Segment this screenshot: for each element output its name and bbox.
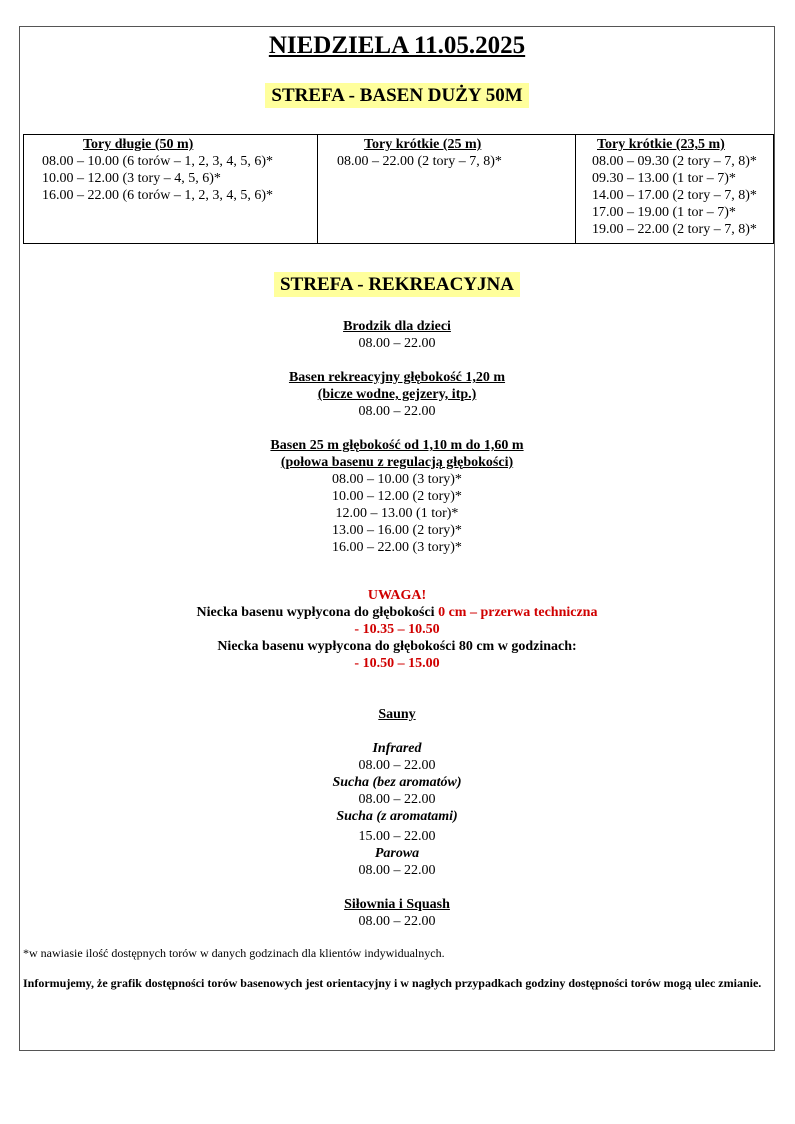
short235-lanes-cell: [576, 135, 774, 244]
short235-lanes-row: 09.30 – 13.00 (1 tor – 7)*: [592, 171, 736, 186]
sauna-hours: 08.00 – 22.00: [358, 792, 436, 807]
sauna-name: Parowa: [374, 846, 420, 861]
rec-pool-section: [20, 369, 774, 420]
sauna-name: Sucha (bez aromatów): [332, 775, 462, 790]
info-footnote: Informujemy, że grafik dostępności torów basenowych jest orientacyjny i w nagłych przypadkach godziny dostępności torów mogą ulec zmianie.: [23, 976, 762, 990]
lanes-footnote: *w nawiasie ilość dostępnych torów w danych godzinach dla klientów indywidualnych.: [23, 946, 445, 960]
long-lanes-cell: [24, 135, 318, 244]
kids-pool-section: [20, 318, 774, 352]
short25-lanes-heading: Tory krótkie (25 m): [364, 137, 482, 152]
saunas-list: [20, 740, 774, 879]
pool25-heading: Basen 25 m głębokość od 1,10 m do 1,60 m: [270, 438, 524, 453]
saunas-heading: Sauny: [378, 707, 416, 722]
short235-lanes-heading: Tory krótkie (23,5 m): [597, 137, 725, 152]
zone-big-pool-heading-wrap: [20, 85, 774, 107]
rec-pool-subheading: (bicze wodne, gejzery, itp.): [317, 387, 477, 402]
pool25-row: 16.00 – 22.00 (3 tory)*: [332, 540, 462, 555]
notice-line-1: [20, 604, 774, 621]
sauna-hours: 15.00 – 22.00: [358, 829, 436, 844]
sauna-hours: 08.00 – 22.00: [358, 863, 436, 878]
pool25-row: 08.00 – 10.00 (3 tory)*: [332, 472, 462, 487]
zone-recreation-heading-wrap: [20, 274, 774, 296]
notice-line-2: Niecka basenu wypłycona do głębokości 80 cm w godzinach:: [217, 639, 577, 654]
short25-lanes-cell: [318, 135, 576, 244]
pool25-row: 13.00 – 16.00 (2 tory)*: [332, 523, 462, 538]
short235-lanes-row: 19.00 – 22.00 (2 tory – 7, 8)*: [592, 222, 757, 237]
sauna-name: Sucha (z aromatami): [336, 809, 458, 824]
saunas-section: [20, 706, 774, 723]
gym-heading: Siłownia i Squash: [344, 897, 450, 912]
pool25-subheading: (połowa basenu z regulacją głębokości): [280, 455, 514, 470]
pool25-row: 10.00 – 12.00 (2 tory)*: [332, 489, 462, 504]
notice-time-2: - 10.50 – 15.00: [354, 656, 440, 671]
short235-lanes-row: 17.00 – 19.00 (1 tor – 7)*: [592, 205, 736, 220]
notice-line-1-red: 0 cm – przerwa techniczna: [438, 605, 598, 620]
notice-time-1: - 10.35 – 10.50: [354, 622, 440, 637]
notice-section: [20, 587, 774, 672]
sauna-name: Infrared: [372, 741, 422, 756]
notice-line-1-text: Niecka basenu wypłycona do głębokości: [196, 605, 439, 620]
zone-recreation-heading: STREFA - REKREACYJNA: [274, 272, 520, 297]
page-title: NIEDZIELA 11.05.2025: [268, 32, 526, 59]
long-lanes-row: 10.00 – 12.00 (3 tory – 4, 5, 6)*: [42, 171, 221, 186]
lanes-table: [23, 134, 774, 244]
short235-lanes-row: 14.00 – 17.00 (2 tory – 7, 8)*: [592, 188, 757, 203]
pool25-section: [20, 437, 774, 556]
notice-title: UWAGA!: [367, 588, 427, 603]
kids-pool-heading: Brodzik dla dzieci: [343, 319, 451, 334]
pool25-row: 12.00 – 13.00 (1 tor)*: [335, 506, 459, 521]
sauna-hours: 08.00 – 22.00: [358, 758, 436, 773]
long-lanes-heading: Tory długie (50 m): [83, 137, 194, 152]
long-lanes-row: 08.00 – 10.00 (6 torów – 1, 2, 3, 4, 5, 6)*: [42, 154, 273, 169]
long-lanes-row: 16.00 – 22.00 (6 torów – 1, 2, 3, 4, 5, 6)*: [42, 188, 273, 203]
gym-section: [20, 896, 774, 930]
gym-hours: 08.00 – 22.00: [358, 914, 436, 929]
zone-big-pool-heading: STREFA - BASEN DUŻY 50M: [265, 83, 528, 108]
rec-pool-hours: 08.00 – 22.00: [358, 404, 436, 419]
schedule-page: [19, 26, 775, 1051]
kids-pool-hours: 08.00 – 22.00: [358, 336, 436, 351]
short235-lanes-row: 08.00 – 09.30 (2 tory – 7, 8)*: [592, 154, 757, 169]
short25-lanes-row: 08.00 – 22.00 (2 tory – 7, 8)*: [337, 154, 502, 169]
rec-pool-heading: Basen rekreacyjny głębokość 1,20 m: [288, 370, 506, 385]
